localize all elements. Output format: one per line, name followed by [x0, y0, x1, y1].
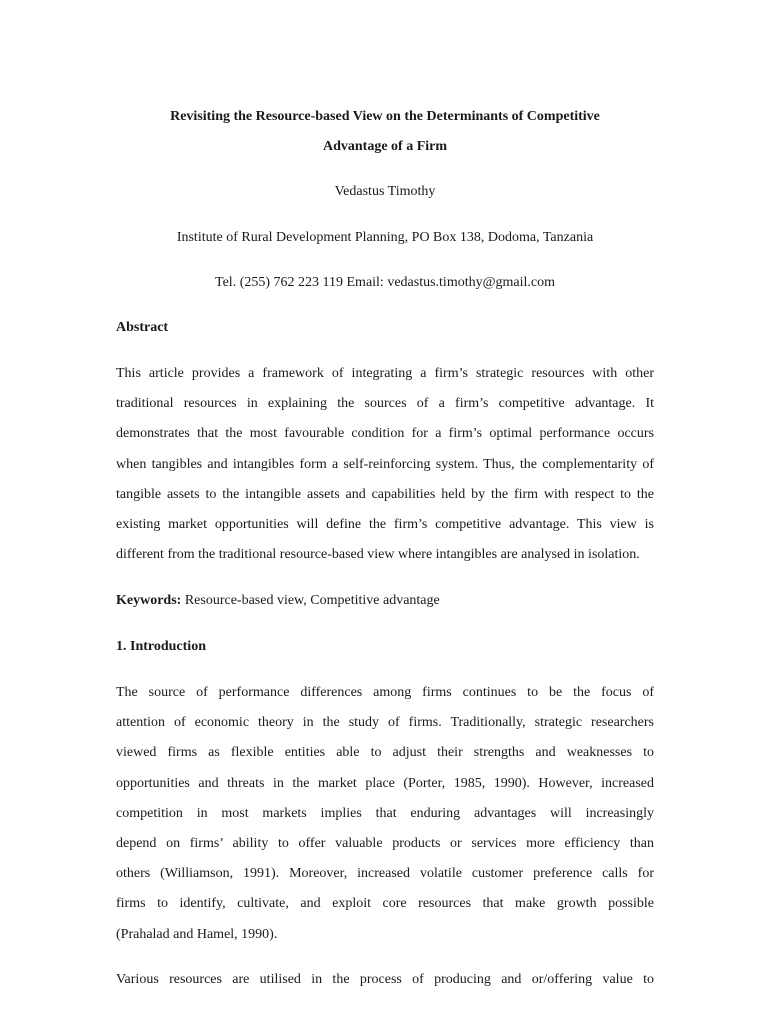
paragraph-2-line: Various resources are utilised in the process of producing and or/offering value to [116, 972, 654, 987]
intro-line: viewed firms as flexible entities able to adjust their strengths and weaknesses to [116, 745, 654, 761]
keywords-text: Resource-based view, Competitive advantage [181, 593, 440, 608]
intro-line: depend on firms’ ability to offer valuable products or services more efficiency than [116, 835, 654, 851]
intro-line: firms to identify, cultivate, and exploit core resources that make growth possible [116, 896, 654, 912]
author-affiliation: Institute of Rural Development Planning, PO Box 138, Dodoma, Tanzania [176, 230, 594, 245]
abstract-line: demonstrates that the most favourable condition for a firm’s optimal performance occurs [116, 426, 654, 442]
keywords [116, 586, 440, 616]
abstract-line: This article provides a framework of integrating a firm’s strategic resources with other [116, 366, 654, 381]
paper-title-line-2: Advantage of a Firm [322, 139, 448, 154]
intro-line: (Prahalad and Hamel, 1990). [116, 926, 278, 942]
author-contact: Tel. (255) 762 223 119 Email: vedastus.timothy@gmail.com [215, 275, 555, 290]
abstract-line: tangible assets to the intangible assets and capabilities held by the firm with respect to the [116, 486, 654, 502]
intro-line: The source of performance differences among firms continues to be the focus of [116, 685, 654, 700]
abstract-line: traditional resources in explaining the sources of a firm’s competitive advantage. It [116, 396, 654, 412]
section-heading-introduction: 1. Introduction [116, 639, 206, 654]
intro-line: attention of economic theory in the study of firms. Traditionally, strategic researchers [116, 715, 654, 731]
intro-line: opportunities and threats in the market place (Porter, 1985, 1990). However, increased [116, 775, 654, 791]
intro-line: competition in most markets implies that enduring advantages will increasingly [116, 805, 654, 821]
paragraph-2 [116, 965, 654, 995]
intro-line: others (Williamson, 1991). Moreover, increased volatile customer preference calls for [116, 866, 654, 882]
author-name: Vedastus Timothy [334, 184, 436, 199]
keywords-label: Keywords: [116, 593, 182, 608]
introduction-paragraph [116, 678, 654, 950]
paper-title-line-1: Revisiting the Resource-based View on the Determinants of Competitive [170, 109, 600, 124]
abstract-line: when tangibles and intangibles form a self-reinforcing system. Thus, the complementarity of [116, 456, 654, 472]
abstract-line: existing market opportunities will define the firm’s competitive advantage. This view is [116, 516, 654, 532]
abstract-paragraph [116, 359, 654, 570]
abstract-heading: Abstract [116, 320, 169, 335]
abstract-line: different from the traditional resource-based view where intangibles are analysed in isolation. [116, 547, 640, 563]
